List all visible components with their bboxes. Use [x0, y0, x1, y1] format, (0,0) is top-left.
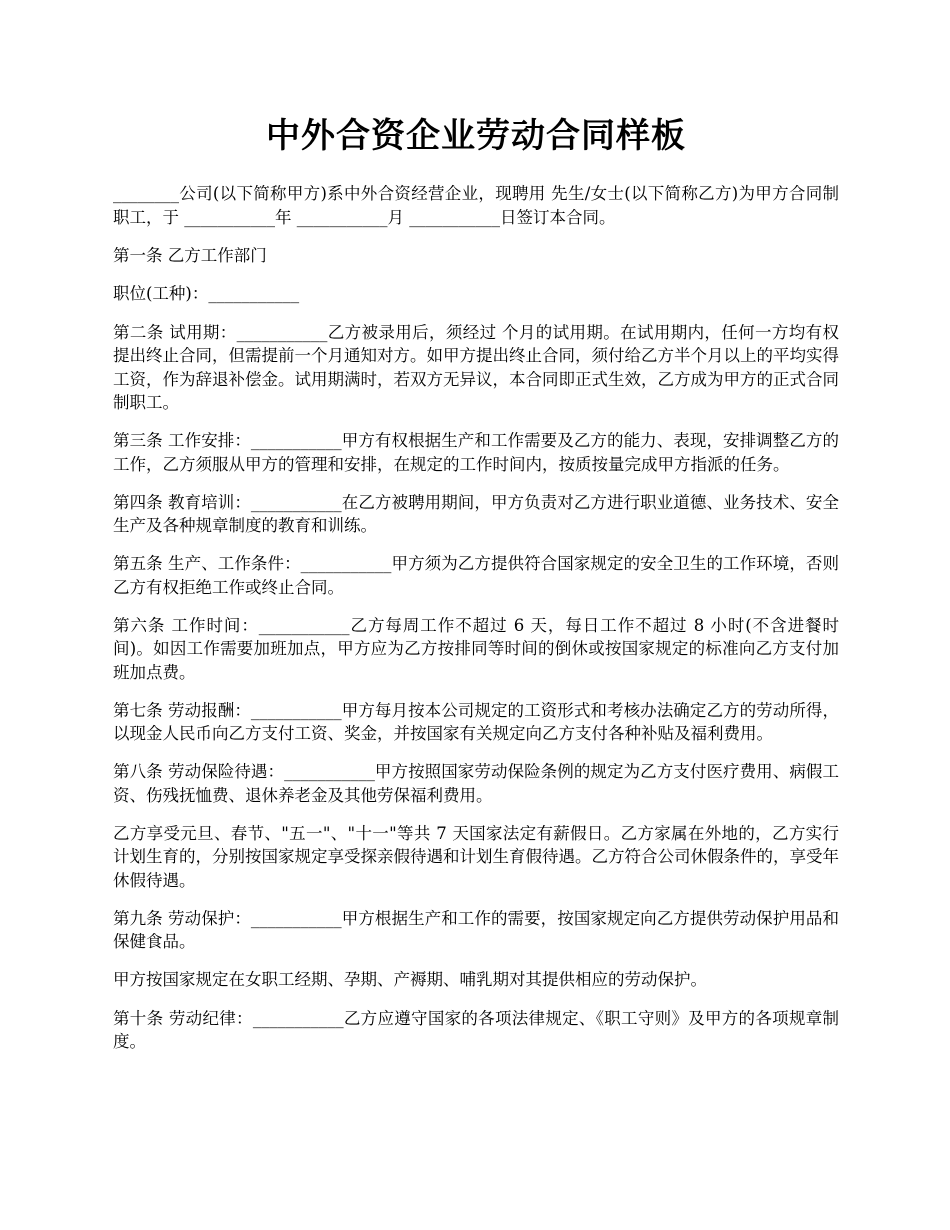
document-page	[113, 112, 839, 1068]
position-line: 职位(工种)：___________	[113, 284, 300, 303]
article-10-paragraph: 第十条 劳动纪律：___________乙方应遵守国家的各项法律规定、《职工守则》及甲方的各项规章制度。	[113, 1008, 839, 1051]
article-1-heading: 第一条 乙方工作部门	[113, 245, 267, 265]
article-6-paragraph: 第六条 工作时间：___________乙方每周工作不超过 6 天，每日工作不超过 8 小时(不含进餐时间)。如因工作需要加班加点，甲方应为乙方按排同等时间的倒休或按国家规定的标准向乙方支付加班加点费。	[113, 615, 839, 682]
article-8-paragraph: 第八条 劳动保险待遇：___________甲方按照国家劳动保险条例的规定为乙方支付医疗费用、病假工资、伤残抚恤费、退休养老金及其他劳保福利费用。	[113, 762, 839, 805]
article-5-paragraph: 第五条 生产、工作条件：___________甲方须为乙方提供符合国家规定的安全卫生的工作环境，否则乙方有权拒绝工作或终止合同。	[113, 554, 839, 597]
article-3-paragraph: 第三条 工作安排：___________甲方有权根据生产和工作需要及乙方的能力、表现，安排调整乙方的工作，乙方须服从甲方的管理和安排，在规定的工作时间内，按质按量完成甲方指派的任务。	[113, 431, 839, 474]
article-2-paragraph: 第二条 试用期：___________乙方被录用后，须经过 个月的试用期。在试用期内，任何一方均有权提出终止合同，但需提前一个月通知对方。如甲方提出终止合同，须付给乙方半个月以上的平均实得工资，作为辞退补偿金。试用期满时，若双方无异议，本合同即正式生效，乙方成为甲方的正式合同制职工。	[113, 322, 839, 412]
article-9-paragraph: 第九条 劳动保护：___________甲方根据生产和工作的需要，按国家规定向乙方提供劳动保护用品和保健食品。	[113, 908, 839, 951]
holiday-paragraph: 乙方享受元旦、春节、"五一"、"十一"等共 7 天国家法定有薪假日。乙方家属在外地的，乙方实行计划生育的，分别按国家规定享受探亲假待遇和计划生育假待遇。乙方符合公司休假条件的，享受年休假待遇。	[113, 823, 839, 890]
female-protection-paragraph: 甲方按国家规定在女职工经期、孕期、产褥期、哺乳期对其提供相应的劳动保护。	[113, 970, 707, 989]
article-7-paragraph: 第七条 劳动报酬：___________甲方每月按本公司规定的工资形式和考核办法确定乙方的劳动所得，以现金人民币向乙方支付工资、奖金，并按国家有关规定向乙方支付各种补贴及福利费用。	[113, 700, 839, 743]
intro-paragraph: ________公司(以下简称甲方)系中外合资经营企业，现聘用 先生/女士(以下简称乙方)为甲方合同制职工，于 ___________年 ___________月 ___________日签订本合同。	[113, 184, 839, 227]
article-4-paragraph: 第四条 教育培训：___________在乙方被聘用期间，甲方负责对乙方进行职业道德、业务技术、安全生产及各种规章制度的教育和训练。	[113, 492, 839, 535]
document-title: 中外合资企业劳动合同样板	[266, 116, 686, 156]
